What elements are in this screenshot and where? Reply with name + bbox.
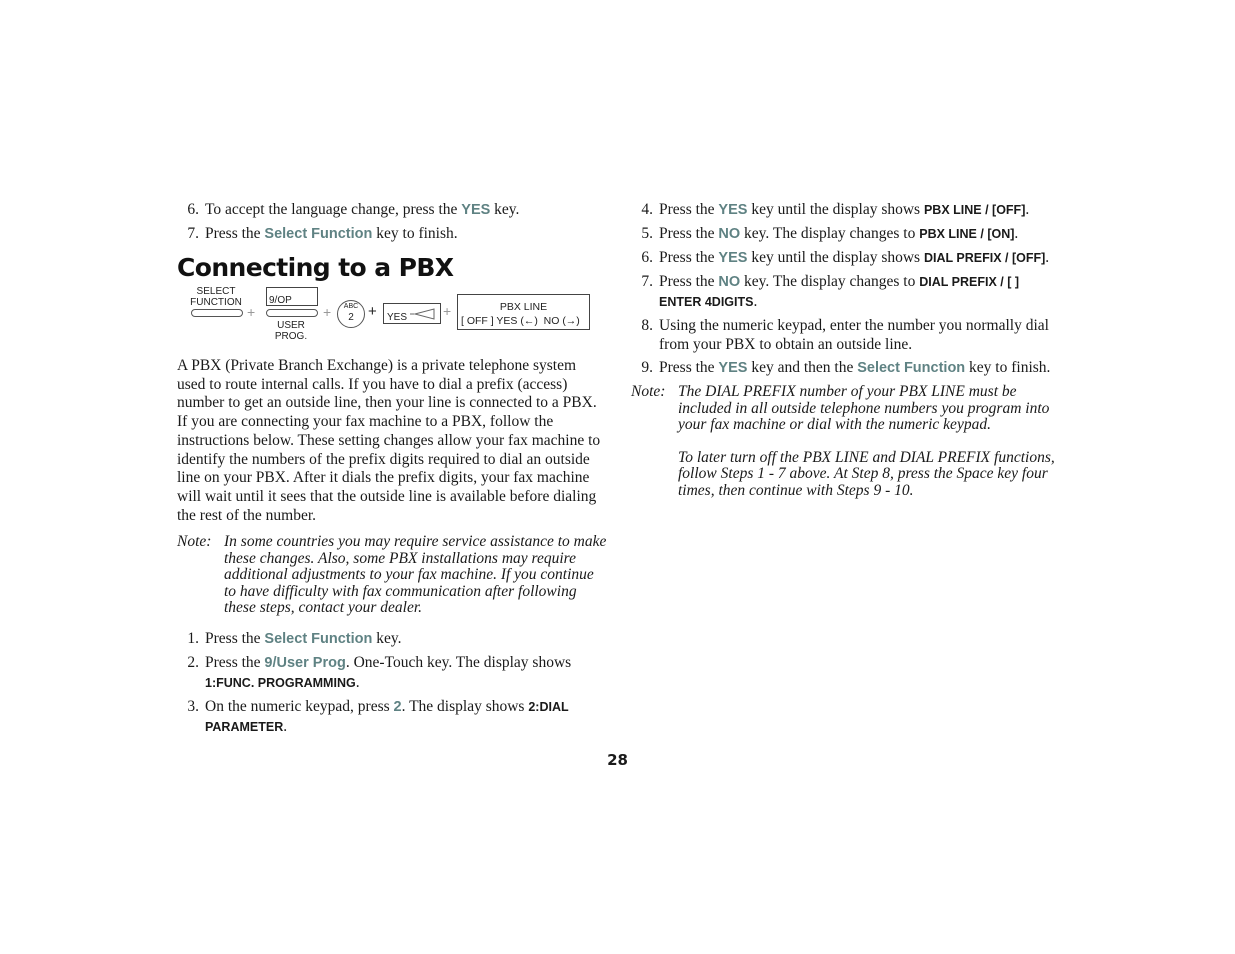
step-text: key to finish. [372,225,458,242]
key-name: YES [718,360,748,376]
page-number: 28 [607,751,628,769]
step-text: Using the numeric keypad, enter the number you normally dial from your PBX to obtain an outside line. [659,317,1049,353]
note-label: Note: [177,533,212,551]
note-label: Note: [631,383,666,400]
step-number: 7. [641,273,653,290]
key-name: NO [718,226,741,242]
list-item [177,629,607,649]
display-message: PBX LINE / [OFF] [923,203,1026,217]
display-line-2: [ OFF ] YES (←) NO (→) [461,315,580,327]
key-name: Select Function [264,226,373,242]
list-item [631,248,1056,268]
plus-icon: + [443,303,452,319]
step-number: 7. [187,225,199,242]
user-prog-label: USER PROG. [274,320,308,342]
list-item [177,224,607,244]
list-item [631,200,1056,220]
step-number: 5. [641,225,653,242]
key-name: Select Function [857,360,966,376]
step-text: To accept the language change, press the [205,201,462,218]
onetouch-key-icon [266,309,318,317]
step-text: Press the [659,359,719,376]
note-text: To later turn off the PBX LINE and DIAL PREFIX functions, follow Steps 1 - 7 above. At Step 8, press the Space key four times, then continue with Steps 9 - 10. [678,448,1055,499]
display-message: 2:DIAL PARAMETER [205,699,569,734]
display-line-1: PBX LINE [499,301,548,313]
plus-icon: + [247,304,256,320]
step-text: . The display shows [401,697,529,715]
step-text: key and then the [747,359,858,376]
step-number: 1. [187,629,199,647]
key-name: 9/User Prog [264,654,346,671]
step-number: 4. [641,201,653,218]
list-item [177,653,607,693]
step-text: . [1045,249,1050,266]
step-number: 8. [641,317,653,334]
left-column [177,200,607,741]
yes-key-label: YES [387,312,408,323]
step-text: . [283,717,288,735]
note-block [631,384,1056,499]
key-name: Select Function [264,630,373,647]
step-text: . [1014,225,1019,242]
onetouch-key-box [266,287,318,306]
step-text: key until the display shows [747,201,924,218]
step-number: 3. [187,697,199,715]
select-function-key-icon [191,309,243,317]
display-message: DIAL PREFIX / [OFF] [923,251,1046,265]
step-text: Press the [205,225,265,242]
step-number: 6. [641,249,653,266]
digit-label: 2 [348,312,354,323]
step-text: Press the [205,653,265,671]
key-name: YES [718,250,748,266]
step-text: Press the [659,249,719,266]
right-column [631,200,1056,499]
steps-top [177,200,607,244]
key-name: YES [461,202,491,218]
list-item [631,224,1056,244]
list-item [631,358,1056,378]
step-text: . [355,673,360,691]
yes-key-box [383,303,441,324]
plus-icon: + [323,304,332,320]
list-item [631,316,1056,354]
note-text: The DIAL PREFIX number of your PBX LINE must be included in all outside telephone numbers you program into your fax machine or dial with the numeric keypad. [678,383,1050,433]
key-name: 2 [393,698,402,715]
section-heading: Connecting to a PBX [177,253,454,282]
step-text: . One-Touch key. The display shows [345,653,572,671]
key-name: YES [718,202,748,218]
intro-paragraph: A PBX (Private Branch Exchange) is a private telephone system used to route internal calls. If you have to dial a prefix (access) number to get an outside line, then your line is connected to a PBX. If you are connecting your fax machine to a PBX, follow the instructions below. These setting changes allow your fax machine to identify the numbers of the prefix digits required to dial an outside line on your PBX. After it dials the prefix digits, your fax machine will wait until it sees that the outside line is available before dialing the rest of the number. [177,357,601,524]
numeric-key-icon [337,300,365,328]
key-sequence-diagram [177,286,607,348]
step-text: key. The display changes to [740,225,920,242]
step-text: . [1025,201,1030,218]
step-text: Press the [205,629,265,647]
step-text: key. The display changes to [740,273,920,290]
step-text: key until the display shows [747,249,924,266]
step-number: 2. [187,653,199,671]
step-text: key. [490,201,520,218]
list-item [177,200,607,220]
step-text: key to finish. [965,359,1051,376]
yes-arrow-icon [410,308,438,320]
note-text: In some countries you may require service assistance to make these changes. Also, some PBX installations may require additional adjustments to your fax machine. If you continue to have difficulty with fax communication after following these steps, contact your dealer. [224,533,607,617]
display-message: DIAL PREFIX / [ ] ENTER 4DIGITS [659,275,1020,309]
select-function-label: SELECT FUNCTION [190,286,242,308]
onetouch-key-label: 9/OP [269,295,292,306]
abc-label: ABC [343,303,359,310]
step-number: 9. [641,359,653,376]
note-block [177,534,607,617]
step-text: key. [372,629,402,647]
step-text: On the numeric keypad, press [205,697,394,715]
step-number: 6. [187,201,199,218]
key-name: NO [718,274,741,290]
step-text: Press the [659,273,719,290]
list-item [177,697,607,737]
step-text: Press the [659,225,719,242]
step-text: Press the [659,201,719,218]
steps-list [177,629,607,737]
plus-icon: + [368,303,377,320]
lcd-display-box [457,294,590,330]
steps-list [631,200,1056,378]
display-message: PBX LINE / [ON] [919,227,1015,241]
display-message: 1:FUNC. PROGRAMMING [205,675,356,690]
list-item [631,272,1056,312]
step-text: . [753,293,758,310]
